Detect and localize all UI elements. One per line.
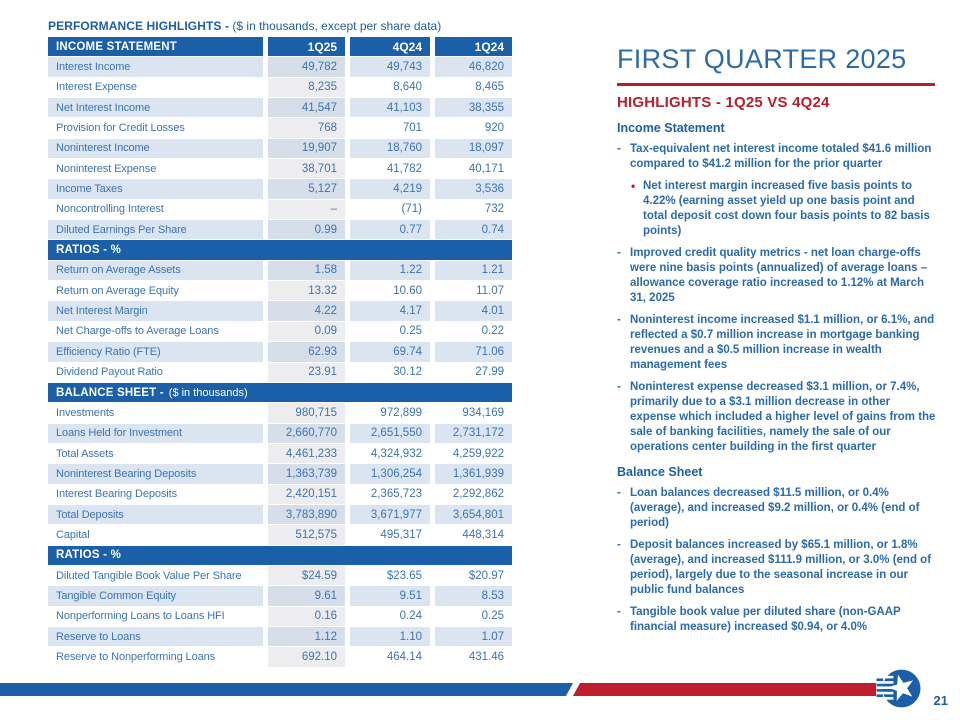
row-value: 1,361,939 (435, 464, 512, 483)
bullet-item (631, 179, 937, 239)
page-title: FIRST QUARTER 2025 (617, 44, 907, 74)
bullet-text: Tax-equivalent net interest income totaled $41.6 million compared to $41.2 million for the prior quarter (630, 143, 932, 170)
row-value: 2,420,151 (268, 485, 345, 504)
row-value: 3,783,890 (268, 505, 345, 524)
row-value: 4.01 (435, 301, 512, 320)
row-value: 448,314 (435, 525, 512, 544)
table-row (48, 647, 512, 667)
row-value: 0.16 (268, 607, 345, 626)
table-title (48, 20, 512, 33)
table-row (48, 444, 512, 464)
highlights-sections (617, 121, 937, 635)
bullet-dash-marker: - (617, 247, 621, 259)
row-label: Return on Average Equity (48, 281, 263, 300)
row-value: 1.58 (268, 261, 345, 280)
row-value: 8.53 (435, 586, 512, 605)
section-header-bar (48, 240, 512, 260)
row-value: 1.22 (350, 261, 430, 280)
table-header-row (48, 37, 512, 57)
bullet-dash-marker: - (617, 539, 621, 551)
row-value: 0.77 (350, 220, 430, 239)
table-row (48, 586, 512, 606)
row-value: 1,306,254 (350, 464, 430, 483)
table-row (48, 464, 512, 484)
row-label: Noninterest Income (48, 139, 263, 158)
row-value: 18,097 (435, 139, 512, 158)
table-row (48, 118, 512, 138)
table-row (48, 322, 512, 342)
row-value: 1.10 (350, 627, 430, 646)
row-label: Total Deposits (48, 505, 263, 524)
row-label: Reserve to Loans (48, 627, 263, 646)
row-value: 4.17 (350, 301, 430, 320)
row-label: Noninterest Bearing Deposits (48, 464, 263, 483)
row-value: 3,671,977 (350, 505, 430, 524)
section-header-cell: INCOME STATEMENT (48, 37, 263, 56)
row-label: Return on Average Assets (48, 261, 263, 280)
row-label: Interest Bearing Deposits (48, 485, 263, 504)
row-value: 3,536 (435, 179, 512, 198)
row-value: 4,219 (350, 179, 430, 198)
table-row (48, 424, 512, 444)
row-value: 71.06 (435, 342, 512, 361)
row-value: 692.10 (268, 647, 345, 666)
row-value: 11.07 (435, 281, 512, 300)
table-row (48, 627, 512, 647)
row-label: Net Interest Income (48, 98, 263, 117)
table-row (48, 200, 512, 220)
table-row (48, 281, 512, 301)
row-label: Efficiency Ratio (FTE) (48, 342, 263, 361)
row-value: 19,907 (268, 139, 345, 158)
section-header-bar (48, 546, 512, 566)
bullet-dot-marker: • (631, 179, 636, 193)
title-underline (617, 83, 935, 86)
row-value: 0.74 (435, 220, 512, 239)
section-header-bar (48, 383, 512, 403)
row-value: 2,651,550 (350, 424, 430, 443)
row-value: 49,782 (268, 57, 345, 76)
bullet-dash-marker: - (617, 143, 621, 155)
row-value: 920 (435, 118, 512, 137)
row-label: Total Assets (48, 444, 263, 463)
table-row (48, 505, 512, 525)
row-label: Reserve to Nonperforming Loans (48, 647, 263, 666)
footer-stripe-blue (0, 683, 573, 696)
row-value: 8,465 (435, 78, 512, 97)
row-value: 1.21 (435, 261, 512, 280)
row-value: 2,365,723 (350, 485, 430, 504)
row-value: 3,654,801 (435, 505, 512, 524)
section-header-note: ($ in thousands) (168, 386, 248, 399)
table-title-main: PERFORMANCE HIGHLIGHTS - (48, 19, 230, 33)
section-header-label: RATIOS - % (56, 549, 122, 562)
star-circle-logo (876, 666, 921, 711)
section-header-label: RATIOS - % (56, 244, 122, 257)
bullet-dash-marker: - (617, 606, 621, 618)
bullet-dash-marker: - (617, 487, 621, 499)
row-value: 2,660,770 (268, 424, 345, 443)
performance-highlights-panel (48, 20, 512, 668)
row-value: 38,701 (268, 159, 345, 178)
row-value: $24.59 (268, 566, 345, 585)
row-label: Loans Held for Investment (48, 424, 263, 443)
row-value: 62.93 (268, 342, 345, 361)
table-row (48, 57, 512, 77)
table-row (48, 98, 512, 118)
bullet-text: Deposit balances increased by $65.1 million, or 1.8% (average), and increased $111.9 million, or 3.0% (end of period), largely due to the seasonal increase in our public fund balances (630, 539, 932, 596)
bullet-text: Noninterest income increased $1.1 million, or 6.1%, and reflected a $0.7 million increase in mortgage banking revenues and a $0.5 million increase in wealth management fees (630, 314, 935, 371)
row-value: 9.51 (350, 586, 430, 605)
row-label: Noninterest Expense (48, 159, 263, 178)
row-label: Dividend Payout Ratio (48, 363, 263, 382)
row-label: Diluted Earnings Per Share (48, 220, 263, 239)
row-value: 13.32 (268, 281, 345, 300)
footer-stripe-red (573, 683, 876, 696)
row-value: 46,820 (435, 57, 512, 76)
column-header: 1Q24 (435, 37, 512, 56)
row-value: 732 (435, 200, 512, 219)
highlights-panel (617, 44, 937, 642)
bullet-item (617, 313, 937, 373)
row-value: 30.12 (350, 363, 430, 382)
row-label: Noncontrolling Interest (48, 200, 263, 219)
table-row (48, 139, 512, 159)
row-value: 8,640 (350, 78, 430, 97)
row-label: Tangible Common Equity (48, 586, 263, 605)
row-value: 0.22 (435, 322, 512, 341)
row-label: Interest Income (48, 57, 263, 76)
table-row (48, 301, 512, 321)
table-title-note: ($ in thousands, except per share data) (232, 19, 442, 33)
table-row (48, 179, 512, 199)
row-value: 464.14 (350, 647, 430, 666)
row-value: 5,127 (268, 179, 345, 198)
row-value: 69.74 (350, 342, 430, 361)
bullet-text: Tangible book value per diluted share (non-GAAP financial measure) increased $0.94, or 4.0% (630, 606, 901, 633)
row-value: 10.60 (350, 281, 430, 300)
row-value: 431.46 (435, 647, 512, 666)
table-row (48, 566, 512, 586)
row-value: $20.97 (435, 566, 512, 585)
row-value: 972,899 (350, 403, 430, 422)
row-value: 1.12 (268, 627, 345, 646)
table-row (48, 485, 512, 505)
row-value: 4.22 (268, 301, 345, 320)
row-value: 512,575 (268, 525, 345, 544)
row-value: 701 (350, 118, 430, 137)
row-value: – (268, 200, 345, 219)
row-value: 40,171 (435, 159, 512, 178)
row-value: $23.65 (350, 566, 430, 585)
section-heading: Income Statement (617, 121, 725, 135)
table-row (48, 403, 512, 423)
row-value: 4,461,233 (268, 444, 345, 463)
row-label: Net Interest Margin (48, 301, 263, 320)
table-row (48, 342, 512, 362)
row-value: 9.61 (268, 586, 345, 605)
row-value: 2,292,862 (435, 485, 512, 504)
row-label: Capital (48, 525, 263, 544)
row-value: 1.07 (435, 627, 512, 646)
row-value: 8,235 (268, 78, 345, 97)
row-value: 0.99 (268, 220, 345, 239)
row-value: 0.09 (268, 322, 345, 341)
bullet-dash-marker: - (617, 314, 621, 326)
column-header: 1Q25 (268, 37, 345, 56)
bullet-item (617, 380, 937, 455)
row-label: Interest Expense (48, 78, 263, 97)
row-value: (71) (350, 200, 430, 219)
row-value: 934,169 (435, 403, 512, 422)
row-label: Provision for Credit Losses (48, 118, 263, 137)
row-value: 495,317 (350, 525, 430, 544)
bullet-item (617, 538, 937, 598)
table-row (48, 261, 512, 281)
row-value: 4,259,922 (435, 444, 512, 463)
bullet-item (617, 486, 937, 531)
highlights-subtitle: HIGHLIGHTS - 1Q25 VS 4Q24 (617, 94, 830, 111)
row-value: 0.24 (350, 607, 430, 626)
bullet-item (617, 605, 937, 635)
table-row (48, 78, 512, 98)
bullet-text: Net interest margin increased five basis points to 4.22% (earning asset yield up one basis point and total deposit cost down four basis points to 82 basis points) (643, 180, 930, 237)
row-label: Income Taxes (48, 179, 263, 198)
row-value: 18,760 (350, 139, 430, 158)
column-header: 4Q24 (350, 37, 430, 56)
row-value: 980,715 (268, 403, 345, 422)
bullet-text: Loan balances decreased $11.5 million, or 0.4% (average), and increased $9.2 million, or 0.4% (end of period) (630, 487, 920, 529)
bullet-text: Improved credit quality metrics - net loan charge-offs were nine basis points (annualized) of average loans – allowance coverage ratio increased to 1.12% at March 31, 2025 (630, 247, 928, 304)
row-value: 4,324,932 (350, 444, 430, 463)
table-row (48, 159, 512, 179)
bullet-item (617, 142, 937, 172)
row-label: Diluted Tangible Book Value Per Share (48, 566, 263, 585)
row-value: 38,355 (435, 98, 512, 117)
row-value: 1,363,739 (268, 464, 345, 483)
row-value: 27.99 (435, 363, 512, 382)
financial-table (48, 37, 512, 668)
row-value: 2,731,172 (435, 424, 512, 443)
row-value: 41,103 (350, 98, 430, 117)
table-row (48, 607, 512, 627)
table-row (48, 363, 512, 383)
row-value: 41,547 (268, 98, 345, 117)
table-row (48, 220, 512, 240)
footer-stripe (0, 683, 960, 696)
row-label: Investments (48, 403, 263, 422)
row-label: Net Charge-offs to Average Loans (48, 322, 263, 341)
row-value: 0.25 (350, 322, 430, 341)
row-value: 23.91 (268, 363, 345, 382)
table-row (48, 525, 512, 545)
row-value: 49,743 (350, 57, 430, 76)
row-value: 768 (268, 118, 345, 137)
bullet-item (617, 246, 937, 306)
section-heading: Balance Sheet (617, 465, 703, 479)
row-value: 41,782 (350, 159, 430, 178)
page-number: 21 (933, 693, 948, 708)
bullet-dash-marker: - (617, 381, 621, 393)
section-header-label: BALANCE SHEET - (56, 386, 164, 399)
row-label: Nonperforming Loans to Loans HFI (48, 607, 263, 626)
row-value: 0.25 (435, 607, 512, 626)
bullet-text: Noninterest expense decreased $3.1 million, or 7.4%, primarily due to a $3.1 million decrease in other expense which included a higher level of gains from the sale of banking facilities, namely the sale of our operations center building in the first quarter (630, 381, 936, 453)
